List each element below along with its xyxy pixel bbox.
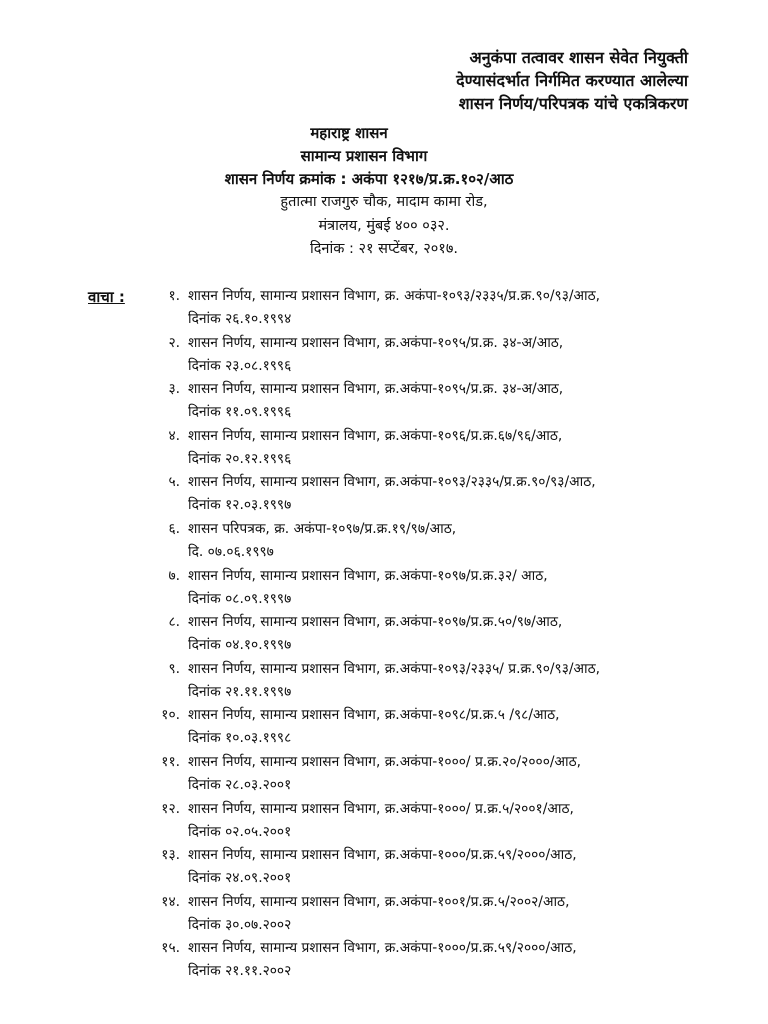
reference-text: शासन निर्णय, सामान्य प्रशासन विभाग, क्र.अकंपा-१०९७/प्र.क्र.५०/९७/आठ, xyxy=(188,614,563,631)
reference-item xyxy=(0,751,768,798)
reference-text: शासन निर्णय, सामान्य प्रशासन विभाग, क्र.अकंपा-१०००/ प्र.क्र.२०/२०००/आठ, xyxy=(188,753,582,770)
reference-date: दिनांक ०४.१०.१९९७ xyxy=(188,637,292,654)
reference-date: दिनांक २०.१२.१९९६ xyxy=(188,450,292,467)
reference-item xyxy=(0,937,768,984)
reference-text: शासन निर्णय, सामान्य प्रशासन विभाग, क्र.अकंपा-१०००/ प्र.क्र.५/२००१/आठ, xyxy=(188,800,574,817)
reference-item xyxy=(0,798,768,845)
reference-item xyxy=(0,844,768,891)
read-label: वाचा : xyxy=(88,288,125,306)
reference-text: शासन निर्णय, सामान्य प्रशासन विभाग, क्र.अकंपा-१०९५/प्र.क्र. ३४-अ/आठ, xyxy=(188,381,564,398)
address-line-2: मंत्रालय, मुंबई ४०० ०३२. xyxy=(318,217,450,234)
reference-item xyxy=(0,425,768,472)
reference-item xyxy=(0,891,768,938)
reference-number: ५. xyxy=(168,474,180,491)
reference-date: दिनांक १२.०३.१९९७ xyxy=(188,497,292,514)
reference-text: शासन निर्णय, सामान्य प्रशासन विभाग, क्र.अकंपा-१०९३/२३३५/प्र.क्र.९०/९३/आठ, xyxy=(188,474,596,491)
reference-number: ११. xyxy=(161,753,180,770)
reference-text: शासन निर्णय, सामान्य प्रशासन विभाग, क्र.अकंपा-१०९८/प्र.क्र.५ /९८/आठ, xyxy=(188,707,560,724)
document-date: दिनांक : २१ सप्टेंबर, २०१७. xyxy=(309,241,459,257)
department-name: सामान्य प्रशासन विभाग xyxy=(300,147,428,165)
document-subject xyxy=(456,46,688,115)
reference-text: शासन निर्णय, सामान्य प्रशासन विभाग, क्र.अकंपा-१०००/प्र.क्र.५९/२०००/आठ, xyxy=(188,847,577,864)
reference-item xyxy=(0,611,768,658)
reference-date: दिनांक २४.०९.२००१ xyxy=(188,870,292,887)
document-header xyxy=(0,122,768,262)
reference-item xyxy=(0,285,768,332)
reference-date: दिनांक ०२.०५.२००१ xyxy=(188,823,292,840)
reference-text: शासन निर्णय, सामान्य प्रशासन विभाग, क्र.अकंपा-१०९५/प्र.क्र. ३४-अ/आठ, xyxy=(188,334,564,351)
government-name: महाराष्ट्र शासन xyxy=(310,124,388,142)
reference-item xyxy=(0,518,768,565)
reference-date: दि. ०७.०६.१९९७ xyxy=(188,543,274,560)
reference-text: शासन परिपत्रक, क्र. अकंपा-१०९७/प्र.क्र.१९/९७/आठ, xyxy=(188,520,457,537)
reference-item xyxy=(0,471,768,518)
reference-date: दिनांक २३.०८.१९९६ xyxy=(188,357,292,374)
reference-date: दिनांक १०.०३.१९९८ xyxy=(188,730,292,747)
reference-number: १०. xyxy=(161,707,180,724)
reference-list xyxy=(0,285,768,984)
reference-number: ९. xyxy=(168,660,180,677)
reference-text: शासन निर्णय, सामान्य प्रशासन विभाग, क्र.अकंपा-१०९७/प्र.क्र.३२/ आठ, xyxy=(188,567,548,584)
reference-item xyxy=(0,658,768,705)
reference-text: शासन निर्णय, सामान्य प्रशासन विभाग, क्र.अकंपा-१०९३/२३३५/ प्र.क्र.९०/९३/आठ, xyxy=(188,660,601,677)
reference-text: शासन निर्णय, सामान्य प्रशासन विभाग, क्र.अकंपा-१०९६/प्र.क्र.६७/९६/आठ, xyxy=(188,427,563,444)
reference-date: दिनांक २१.११.२००२ xyxy=(188,963,292,980)
reference-number: १४. xyxy=(161,893,180,910)
reference-date: दिनांक ०८.०९.१९९७ xyxy=(188,590,292,607)
address-line-1: हुतात्मा राजगुरु चौक, मादाम कामा रोड, xyxy=(280,194,488,210)
reference-date: दिनांक २६.१०.१९९४ xyxy=(188,311,292,327)
reference-date: दिनांक २१.११.१९९७ xyxy=(188,683,292,700)
reference-number: १. xyxy=(168,288,180,304)
reference-number: ३. xyxy=(168,381,180,398)
reference-number: ८. xyxy=(168,614,180,631)
reference-number: १३. xyxy=(161,847,180,864)
reference-date: दिनांक २८.०३.२००१ xyxy=(188,776,292,793)
reference-item xyxy=(0,565,768,612)
reference-number: २. xyxy=(168,334,180,351)
reference-text: शासन निर्णय, सामान्य प्रशासन विभाग, क्र.अकंपा-१००१/प्र.क्र.५/२००२/आठ, xyxy=(188,893,570,910)
gr-number: शासन निर्णय क्रमांक : अकंपा १२१७/प्र.क्र.१०२/आठ xyxy=(224,170,514,188)
reference-text: शासन निर्णय, सामान्य प्रशासन विभाग, क्र. अकंपा-१०९३/२३३५/प्र.क्र.९०/९३/आठ, xyxy=(188,288,601,304)
reference-date: दिनांक ३०.०७.२००२ xyxy=(188,916,292,933)
subject-line-2: देण्यासंदर्भात निर्गमित करण्यात आलेल्या xyxy=(456,71,688,90)
reference-text: शासन निर्णय, सामान्य प्रशासन विभाग, क्र.अकंपा-१०००/प्र.क्र.५९/२०००/आठ, xyxy=(188,940,577,957)
reference-number: ६. xyxy=(168,520,180,537)
reference-item xyxy=(0,378,768,425)
reference-date: दिनांक ११.०९.१९९६ xyxy=(188,404,292,421)
reference-item xyxy=(0,704,768,751)
reference-number: १२. xyxy=(161,800,180,817)
reference-number: ७. xyxy=(168,567,180,584)
reference-number: ४. xyxy=(168,427,180,444)
reference-number: १५. xyxy=(161,940,180,957)
subject-line-3: शासन निर्णय/परिपत्रक यांचे एकत्रिकरण xyxy=(458,94,688,113)
subject-line-1: अनुकंपा तत्वावर शासन सेवेत नियुक्ती xyxy=(469,48,688,67)
reference-item xyxy=(0,332,768,379)
